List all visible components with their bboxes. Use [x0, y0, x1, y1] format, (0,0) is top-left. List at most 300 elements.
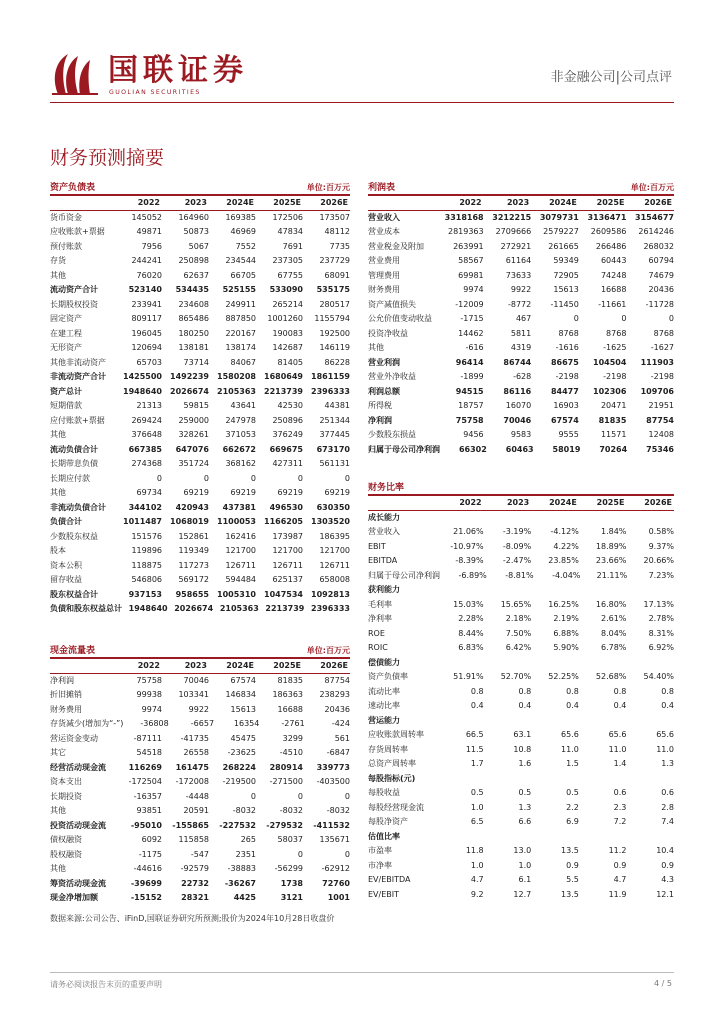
row-label: 每股净资产: [368, 817, 408, 826]
cell-value: 126711: [272, 560, 303, 570]
row-label: 负债和股东权益总计: [50, 604, 122, 613]
table-row: [50, 327, 350, 342]
cell-value: 6.9: [566, 817, 579, 826]
table-row: [368, 888, 674, 903]
cell-value: 2614246: [638, 227, 674, 236]
cell-value: 0: [344, 473, 350, 483]
row-label: 总资产周转率: [368, 759, 416, 768]
cell-value: 58037: [277, 835, 303, 844]
cell-value: 16354: [233, 719, 260, 728]
cell-value: 66.5: [465, 730, 484, 739]
row-label: 其他: [50, 806, 66, 815]
cell-value: -4.12%: [550, 527, 579, 536]
cell-value: 0.6: [661, 788, 674, 797]
cell-value: 0.4: [613, 701, 627, 710]
row-label: 每股指标(元): [368, 773, 416, 783]
cell-value: -172504: [128, 777, 162, 786]
cell-value: 76020: [136, 270, 162, 280]
cell-value: 69981: [458, 270, 484, 280]
cell-value: 81405: [277, 357, 303, 367]
cell-value: 74248: [600, 270, 627, 280]
table-row: [368, 385, 674, 400]
row-label: 折旧摊销: [50, 690, 82, 699]
table-row: [368, 743, 674, 758]
cell-value: 63.1: [513, 730, 532, 739]
cell-value: -6.89%: [458, 570, 487, 580]
cell-value: 12.7: [513, 889, 532, 899]
cell-value: 46969: [230, 227, 256, 236]
cell-value: 10.4: [656, 846, 674, 855]
cell-value: 8768: [606, 328, 627, 338]
row-label: 货币资金: [50, 212, 82, 222]
cell-value: [484, 583, 532, 598]
row-label: 净利率: [368, 614, 392, 623]
table-row: [368, 269, 674, 284]
table-title-bar: [368, 480, 674, 496]
cell-value: 261665: [548, 241, 579, 251]
year-header: 2022: [459, 198, 482, 207]
table-row: [50, 833, 350, 848]
cell-value: [531, 714, 579, 729]
row-label: 财务费用: [368, 285, 400, 294]
cell-value: 86675: [550, 357, 579, 367]
cell-value: [531, 511, 579, 526]
row-label: 其他: [368, 343, 384, 352]
row-label: 应收账款+票据: [50, 227, 105, 236]
cell-value: 190083: [272, 328, 303, 338]
cell-value: 4.7: [470, 875, 484, 884]
year-header: 2026E: [644, 498, 672, 507]
cell-value: 169385: [225, 212, 256, 222]
row-label: 资本公积: [50, 560, 82, 570]
cell-value: 93851: [136, 806, 162, 815]
row-label: 股权融资: [50, 849, 82, 859]
table-row: [50, 530, 350, 545]
table-row: [50, 356, 350, 371]
cell-value: -411532: [313, 820, 350, 830]
cell-value: 561131: [319, 459, 350, 468]
cell-value: 121700: [272, 546, 303, 555]
table-row: [50, 559, 350, 574]
cell-value: 1068019: [170, 517, 209, 526]
cell-value: 250898: [178, 256, 209, 265]
cell-value: 11.8: [465, 846, 484, 855]
cell-value: 162416: [225, 531, 256, 541]
balance-sheet-table: [50, 180, 350, 617]
cell-value: 70046: [503, 415, 532, 425]
cell-value: 21313: [136, 401, 162, 410]
cell-value: -56299: [274, 864, 303, 873]
cell-value: 0.6: [613, 788, 627, 797]
cell-value: 8.44%: [458, 628, 484, 638]
table-row: [50, 848, 350, 863]
table-row: [50, 486, 350, 501]
cell-value: 1.6: [518, 759, 532, 768]
table-header-row: [368, 496, 674, 511]
cell-value: 9974: [463, 285, 484, 294]
cell-value: 280517: [319, 299, 350, 309]
table-row: [50, 225, 350, 240]
row-label: 负债合计: [50, 517, 82, 526]
cell-value: -1715: [460, 314, 484, 323]
table-row: [50, 717, 350, 732]
table-row: [50, 761, 350, 776]
cell-value: 1.0: [518, 860, 532, 870]
table-row: [50, 269, 350, 284]
row-label: 长期股权投资: [50, 299, 98, 309]
table-row: [368, 844, 674, 859]
row-label: 估值比率: [368, 831, 400, 841]
cell-value: 119896: [131, 546, 162, 555]
cell-value: 99938: [136, 690, 162, 699]
row-label: 营业收入: [368, 212, 400, 222]
row-label: 应收账款周转率: [368, 730, 424, 739]
cell-value: [626, 772, 674, 787]
cell-value: 437381: [222, 502, 256, 512]
cell-value: -39699: [130, 878, 162, 888]
cell-value: 118875: [131, 560, 162, 570]
cell-value: 0.8: [518, 686, 532, 696]
cell-value: -8.39%: [455, 556, 484, 565]
cell-value: [579, 714, 627, 729]
cell-value: 809117: [131, 314, 162, 323]
cell-value: [484, 656, 532, 671]
cell-value: 4425: [233, 893, 256, 902]
cell-value: 11.0: [656, 744, 674, 754]
table-row: [368, 525, 674, 540]
cell-value: 52.70%: [500, 672, 532, 681]
cell-value: 13.5: [561, 846, 579, 855]
cell-value: 561: [334, 733, 350, 743]
cell-value: 594484: [225, 575, 256, 584]
row-label: 营业外净收益: [368, 372, 416, 381]
cell-value: 7.2: [613, 817, 627, 826]
cell-value: -8772: [507, 299, 532, 309]
row-label: 筹资活动现金流: [50, 878, 106, 888]
cell-value: -16357: [133, 791, 162, 801]
cell-value: 15613: [230, 704, 256, 714]
table-row: [368, 443, 674, 458]
table-row: [368, 656, 674, 671]
year-header: 2024E: [226, 198, 254, 207]
cell-value: 9.37%: [648, 541, 674, 551]
cell-value: 4.3: [661, 875, 674, 884]
cell-value: 1166205: [264, 517, 303, 526]
cell-value: -36808: [140, 719, 169, 728]
cell-value: -11450: [550, 299, 579, 309]
cell-value: 3079731: [539, 212, 579, 222]
table-row: [368, 786, 674, 801]
row-label: 公允价值变动收益: [368, 314, 432, 323]
cell-value: 43641: [230, 401, 256, 410]
cell-value: 1738: [280, 878, 303, 888]
cell-value: 2213739: [265, 604, 305, 613]
cell-value: 237729: [319, 256, 350, 265]
cell-value: 3299: [282, 733, 303, 743]
cell-value: 535175: [316, 285, 350, 294]
row-label: 净利润: [50, 675, 74, 685]
cell-value: 1001260: [267, 314, 303, 323]
cell-value: 2709666: [495, 227, 532, 236]
row-label: EV/EBIT: [368, 889, 400, 899]
cell-value: 546806: [131, 575, 162, 584]
cell-value: 1005310: [217, 589, 256, 599]
row-label: 毛利率: [368, 599, 392, 609]
cell-value: 533090: [269, 285, 303, 294]
row-label: 应付账款+票据: [50, 415, 105, 425]
table-header-row: [50, 659, 350, 674]
cell-value: 68091: [324, 270, 350, 280]
cell-value: 220167: [225, 328, 256, 338]
cell-value: 1.0: [470, 860, 484, 870]
cell-value: 60463: [505, 444, 534, 454]
cell-value: 84067: [230, 357, 256, 367]
page-header: [0, 0, 724, 100]
cell-value: 3121: [280, 893, 303, 902]
cell-value: 467: [515, 314, 532, 323]
table-row: [368, 540, 674, 555]
cell-value: 16688: [600, 285, 627, 294]
page-title: 财务预测摘要: [50, 147, 165, 169]
row-label: 其他非流动资产: [50, 357, 106, 367]
row-label: 投资净收益: [368, 328, 408, 338]
table-row: [50, 399, 350, 414]
cell-value: 0: [344, 849, 350, 859]
cell-value: 1580208: [217, 372, 256, 381]
cell-value: [626, 583, 674, 598]
cell-value: 247978: [225, 415, 256, 425]
table-title-bar: [368, 180, 674, 196]
cell-value: -271500: [269, 777, 303, 786]
cell-value: 673170: [316, 444, 350, 454]
cell-value: -1625: [603, 343, 627, 352]
cell-value: 173987: [272, 531, 303, 541]
cell-value: 4.7: [613, 875, 627, 884]
row-label: 速动比率: [368, 701, 400, 710]
cell-value: 109706: [640, 386, 674, 396]
cell-value: 12408: [648, 430, 674, 439]
cell-value: -2198: [650, 372, 674, 381]
cell-value: 21951: [648, 401, 674, 410]
cell-value: 1047534: [264, 589, 303, 599]
row-label: 短期借款: [50, 401, 82, 410]
cell-value: -424: [331, 719, 350, 728]
cell-value: 75758: [455, 415, 484, 425]
cell-value: 0: [250, 473, 256, 483]
row-label: 利润总额: [368, 386, 400, 396]
table-row: [368, 225, 674, 240]
row-label: 现金净增加额: [50, 893, 98, 902]
cell-value: 67755: [277, 270, 303, 280]
cell-value: 237305: [272, 256, 303, 265]
cell-value: 50873: [183, 227, 209, 236]
header-label: [50, 659, 115, 673]
table-row: [368, 627, 674, 642]
cell-value: 15613: [553, 285, 579, 294]
cell-value: 86228: [324, 357, 350, 367]
row-label: 债权融资: [50, 835, 82, 844]
cell-value: 1425500: [123, 372, 162, 381]
cell-value: 2.8: [661, 802, 674, 812]
table-row: [50, 443, 350, 458]
cell-value: 65703: [136, 357, 162, 367]
cell-value: 20.66%: [643, 556, 674, 565]
table-row: [368, 859, 674, 874]
cell-value: 47834: [277, 227, 303, 236]
table-title-bar: [50, 643, 350, 659]
cell-value: -8.09%: [502, 541, 532, 551]
table-row: [50, 544, 350, 559]
cell-value: 6.78%: [600, 643, 627, 652]
cell-value: 3136471: [587, 212, 627, 222]
cell-value: 2213739: [264, 386, 303, 396]
row-label: 偿债能力: [368, 657, 400, 667]
cell-value: 54518: [136, 748, 162, 757]
cell-value: 265: [240, 835, 256, 844]
table-row: [50, 746, 350, 761]
cell-value: 6092: [141, 835, 162, 844]
income-statement-table: [368, 180, 674, 457]
cell-value: 20436: [324, 704, 350, 714]
row-label: EV/EBITDA: [368, 875, 411, 884]
cell-value: -1175: [138, 849, 162, 859]
year-header: 2024E: [226, 661, 254, 670]
cell-value: -2198: [555, 372, 579, 381]
cell-value: -219500: [222, 777, 256, 786]
cell-value: -62912: [321, 864, 350, 873]
table-title: 现金流量表: [50, 646, 96, 656]
table-row: [50, 414, 350, 429]
header-label: [368, 496, 436, 510]
cell-value: 15.65%: [500, 599, 532, 609]
cell-value: -8032: [232, 806, 256, 815]
cell-value: 4319: [510, 343, 532, 352]
table-row: [50, 588, 350, 603]
year-header: 2026E: [320, 198, 348, 207]
table-row: [368, 641, 674, 656]
cell-value: 117273: [178, 560, 209, 570]
year-header: 2025E: [273, 198, 301, 207]
cell-value: 60794: [648, 256, 674, 265]
cell-value: -616: [465, 343, 484, 352]
cell-value: 1.5: [566, 759, 579, 768]
cell-value: 15.03%: [453, 599, 484, 609]
cell-value: 1.3: [518, 802, 532, 812]
row-label: 流动负债合计: [50, 444, 98, 454]
cell-value: 1303520: [311, 517, 350, 526]
cell-value: -23625: [227, 748, 256, 757]
cell-value: 377445: [319, 430, 350, 439]
cell-value: 0: [668, 314, 674, 323]
cell-value: 186395: [319, 531, 350, 541]
cell-value: 6.92%: [648, 643, 674, 652]
cell-value: 81835: [277, 675, 303, 685]
footer-divider: [50, 972, 674, 973]
cell-value: 268032: [643, 241, 674, 251]
table-row: [50, 573, 350, 588]
cell-value: 115858: [178, 835, 209, 844]
cell-value: 2.19%: [553, 614, 579, 623]
cell-value: -10.97%: [450, 541, 484, 551]
cell-value: 525155: [222, 285, 256, 294]
cell-value: -15152: [130, 893, 162, 902]
cell-value: -227532: [219, 820, 256, 830]
report-type-tag: 非金融公司|公司点评: [550, 70, 672, 85]
cell-value: 2609586: [590, 227, 627, 236]
header-label: [368, 196, 436, 210]
cell-value: 61164: [505, 256, 532, 265]
table-row: [50, 428, 350, 443]
cell-value: 1.84%: [600, 527, 627, 536]
cell-value: -4448: [185, 791, 209, 801]
cell-value: 58019: [552, 444, 581, 454]
table-row: [50, 283, 350, 298]
financial-ratios-table: [368, 480, 674, 902]
row-label: EBITDA: [368, 556, 398, 565]
row-label: 投资活动现金流: [50, 820, 106, 830]
cell-value: [626, 511, 674, 526]
table-header-row: [368, 196, 674, 211]
cell-value: 152861: [178, 531, 209, 541]
cell-value: 9456: [463, 430, 484, 439]
year-header: 2023: [506, 498, 530, 507]
brand-name: 国联证券: [108, 54, 248, 87]
cell-value: 69734: [136, 488, 162, 497]
cell-value: 67574: [230, 675, 256, 685]
cell-value: 23.85%: [548, 556, 579, 565]
cell-value: [579, 511, 627, 526]
cell-value: 52.25%: [548, 672, 579, 681]
cell-value: 1092813: [311, 589, 350, 599]
cell-value: 7956: [141, 241, 162, 251]
cell-value: 523140: [128, 285, 162, 294]
table-row: [50, 211, 350, 226]
table-row: [368, 583, 674, 598]
cell-value: -38883: [227, 864, 256, 873]
cell-value: 667385: [128, 444, 162, 454]
cell-value: [531, 656, 579, 671]
table-row: [50, 254, 350, 269]
cell-value: 138174: [225, 343, 256, 352]
cell-value: 138181: [178, 343, 209, 352]
cell-value: 70046: [183, 675, 209, 685]
cell-value: 42530: [277, 401, 303, 410]
cell-value: 1.3: [661, 759, 674, 768]
cell-value: 69219: [324, 488, 350, 497]
cell-value: 272921: [500, 241, 532, 251]
row-label: 每股经营现金流: [368, 802, 424, 812]
cell-value: [626, 714, 674, 729]
cell-value: 6.6: [518, 817, 532, 826]
cashflow-table: [50, 643, 350, 906]
table-row: [50, 674, 350, 689]
cell-value: 20436: [648, 285, 674, 294]
cell-value: 274368: [131, 459, 162, 468]
row-label: 经营活动现金流: [50, 762, 106, 772]
row-label: 营运能力: [368, 715, 400, 725]
cell-value: [626, 656, 674, 671]
cell-value: 65.6: [656, 730, 674, 739]
guolian-logo-icon: [50, 50, 102, 96]
cell-value: -547: [190, 849, 209, 859]
cell-value: 44381: [324, 401, 350, 410]
cell-value: 22732: [181, 878, 209, 888]
table-row: [50, 472, 350, 487]
cell-value: -6847: [326, 748, 350, 757]
cell-value: 7.4: [661, 817, 674, 826]
cell-value: 1.0: [470, 802, 484, 812]
cell-value: 86116: [503, 386, 532, 396]
